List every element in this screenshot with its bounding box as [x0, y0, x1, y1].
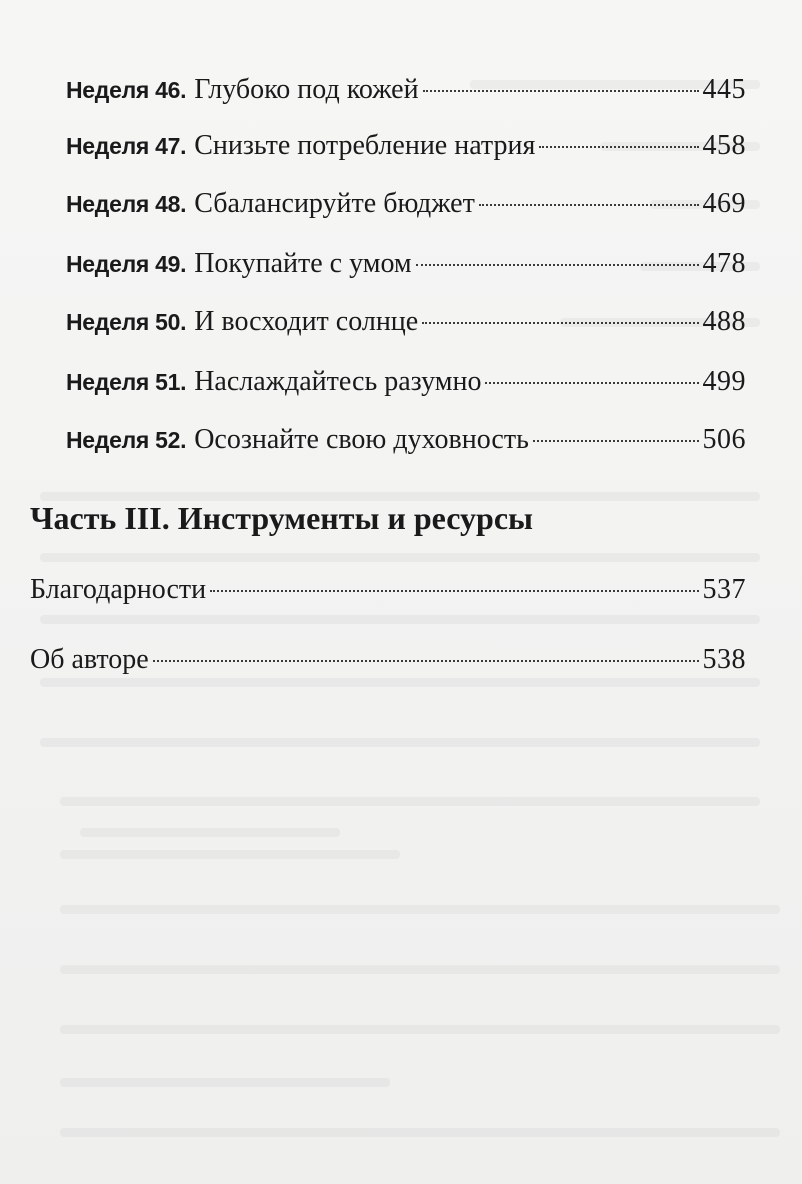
page-number: 499: [702, 366, 746, 397]
chapter-title: Об авторе: [30, 644, 149, 675]
page-number: 458: [702, 130, 746, 161]
dot-leader: [210, 590, 698, 592]
page-number: 478: [702, 248, 746, 279]
dot-leader: [533, 440, 699, 442]
dot-leader: [416, 264, 699, 266]
page-number: 506: [702, 424, 746, 455]
page-number: 537: [702, 574, 746, 605]
chapter-title: Снизьте потребление натрия: [194, 130, 536, 161]
toc-entry-week-47[interactable]: [66, 130, 746, 162]
week-label: Неделя 48.: [66, 191, 187, 217]
toc-entry-about-author[interactable]: [30, 644, 746, 676]
toc-entry-week-48[interactable]: [66, 188, 746, 220]
week-label: Неделя 51.: [66, 369, 187, 395]
dot-leader: [153, 660, 699, 662]
toc-entry-week-46[interactable]: [66, 74, 746, 106]
week-label: Неделя 52.: [66, 427, 187, 453]
week-label: Неделя 46.: [66, 77, 187, 103]
chapter-title: Сбалансируйте бюджет: [194, 188, 475, 219]
dot-leader: [539, 146, 698, 148]
toc-entry-week-49[interactable]: [66, 248, 746, 280]
dot-leader: [423, 90, 699, 92]
page-number: 469: [702, 188, 746, 219]
dot-leader: [479, 204, 699, 206]
chapter-title: Осознайте свою духовность: [194, 424, 529, 455]
toc-entry-week-51[interactable]: [66, 366, 746, 398]
part-heading: Часть III. Инструменты и ресурсы: [30, 500, 534, 536]
chapter-title: Глубоко под кожей: [194, 74, 419, 105]
toc-entry-week-52[interactable]: [66, 424, 746, 456]
page-number: 488: [702, 306, 746, 337]
page-number: 445: [702, 74, 746, 105]
toc-entry-acknowledgements[interactable]: [30, 574, 746, 606]
chapter-title: Благодарности: [30, 574, 207, 605]
page-number: 538: [702, 644, 746, 675]
week-label: Неделя 50.: [66, 309, 187, 335]
chapter-title: Наслаждайтесь разумно: [194, 366, 482, 397]
week-label: Неделя 47.: [66, 133, 187, 159]
dot-leader: [485, 382, 698, 384]
toc-entry-week-50[interactable]: [66, 306, 746, 338]
chapter-title: И восходит солнце: [194, 306, 419, 337]
dot-leader: [422, 322, 698, 324]
chapter-title: Покупайте с умом: [194, 248, 412, 279]
week-label: Неделя 49.: [66, 251, 187, 277]
